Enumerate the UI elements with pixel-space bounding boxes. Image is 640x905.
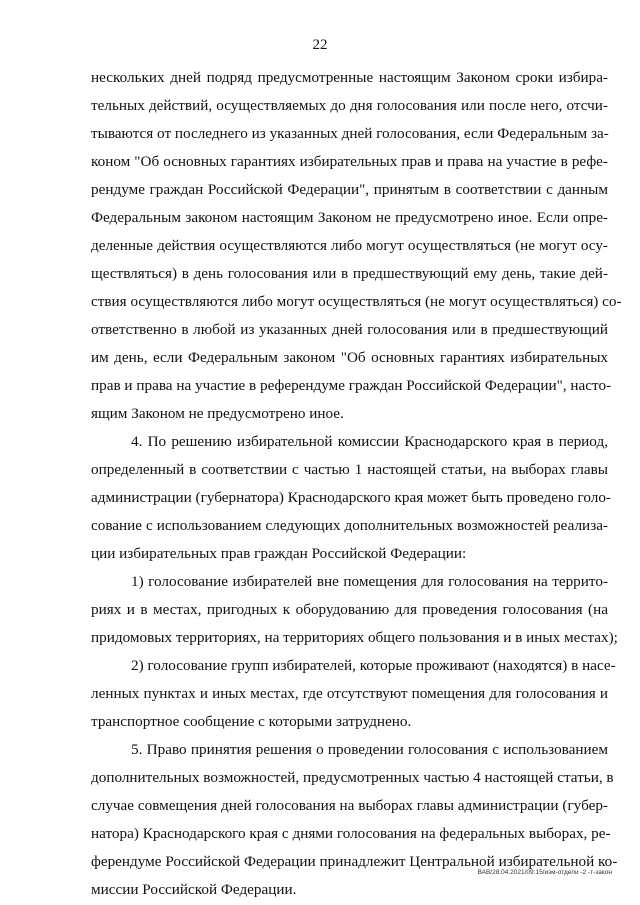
text-line: тываются от последнего из указанных дней голосования, если Федеральным за- (91, 125, 609, 142)
text-line: определенный в соответствии с частью 1 настоящей статьи, на выборах главы (91, 461, 608, 478)
text-line: ции избирательных прав граждан Российской Федерации: (91, 545, 467, 562)
text-line: деленные действия осуществляются либо могут осуществляться (не могут осу- (91, 237, 608, 254)
text-line: коном "Об основных гарантиях избирательных прав и права на участие в рефе- (91, 153, 608, 170)
text-line: миссии Российской Федерации. (91, 881, 297, 898)
text-line: сование с использованием следующих дополнительных возможностей реализа- (91, 517, 608, 534)
text-line: тельных действий, осуществляемых до дня голосования или после него, отсчи- (91, 97, 608, 114)
text-line: Федеральным законом настоящим Законом не предусмотрено иное. Если опре- (91, 209, 608, 226)
text-line: транспортное сообщение с которыми затруднено. (91, 713, 412, 730)
text-line: ленных пунктах и иных местах, где отсутствуют помещения для голосования и (91, 685, 608, 702)
paragraph-4-first-line: 4. По решению избирательной комиссии Краснодарского края в период, (131, 433, 608, 450)
text-line: ферендуме Российской Федерации принадлежит Центральной избирательной ко- (91, 853, 618, 870)
list-item-2-first-line: 2) голосование групп избирателей, которые проживают (находятся) в насе- (131, 657, 616, 674)
list-item-1-first-line: 1) голосование избирателей вне помещения для голосования на террито- (131, 573, 608, 590)
text-line: им день, если Федеральным законом "Об основных гарантиях избирательных (91, 349, 608, 366)
text-line: ществляться) в день голосования или в предшествующий ему день, такие дей- (91, 265, 608, 282)
text-line: ответственно в любой из указанных дней голосования или в предшествующий (91, 321, 608, 338)
text-line: придомовых территориях, на территориях общего пользования и в иных местах); (91, 629, 618, 646)
page-number: 22 (312, 37, 328, 53)
text-line: прав и права на участие в референдуме граждан Российской Федерации", насто- (91, 377, 612, 394)
text-line: нескольких дней подряд предусмотренные настоящим Законом сроки избира- (91, 69, 608, 86)
text-line: риях и в местах, пригодных к оборудованию для проведения голосования (на (91, 601, 608, 618)
text-line: случае совмещения дней голосования на выборах главы администрации (губер- (91, 797, 608, 814)
text-line: натора) Краснодарского края с днями голосования на федеральных выборах, ре- (91, 825, 611, 842)
text-line: рендуме граждан Российской Федерации", принятым в соответствии с данным (91, 181, 608, 198)
document-footer: ВАВ/28.04.2021/09:15/изм-отдели -2 -т-закон (477, 869, 612, 876)
text-line: ящим Законом не предусмотрено иное. (91, 405, 344, 422)
text-line: дополнительных возможностей, предусмотренных частью 4 настоящей статьи, в (91, 769, 614, 786)
paragraph-5-first-line: 5. Право принятия решения о проведении голосования с использованием (131, 741, 608, 758)
text-line: ствия осуществляются либо могут осуществляться (не могут осуществляться) со- (91, 293, 622, 310)
text-line: администрации (губернатора) Краснодарского края может быть проведено голо- (91, 489, 611, 506)
